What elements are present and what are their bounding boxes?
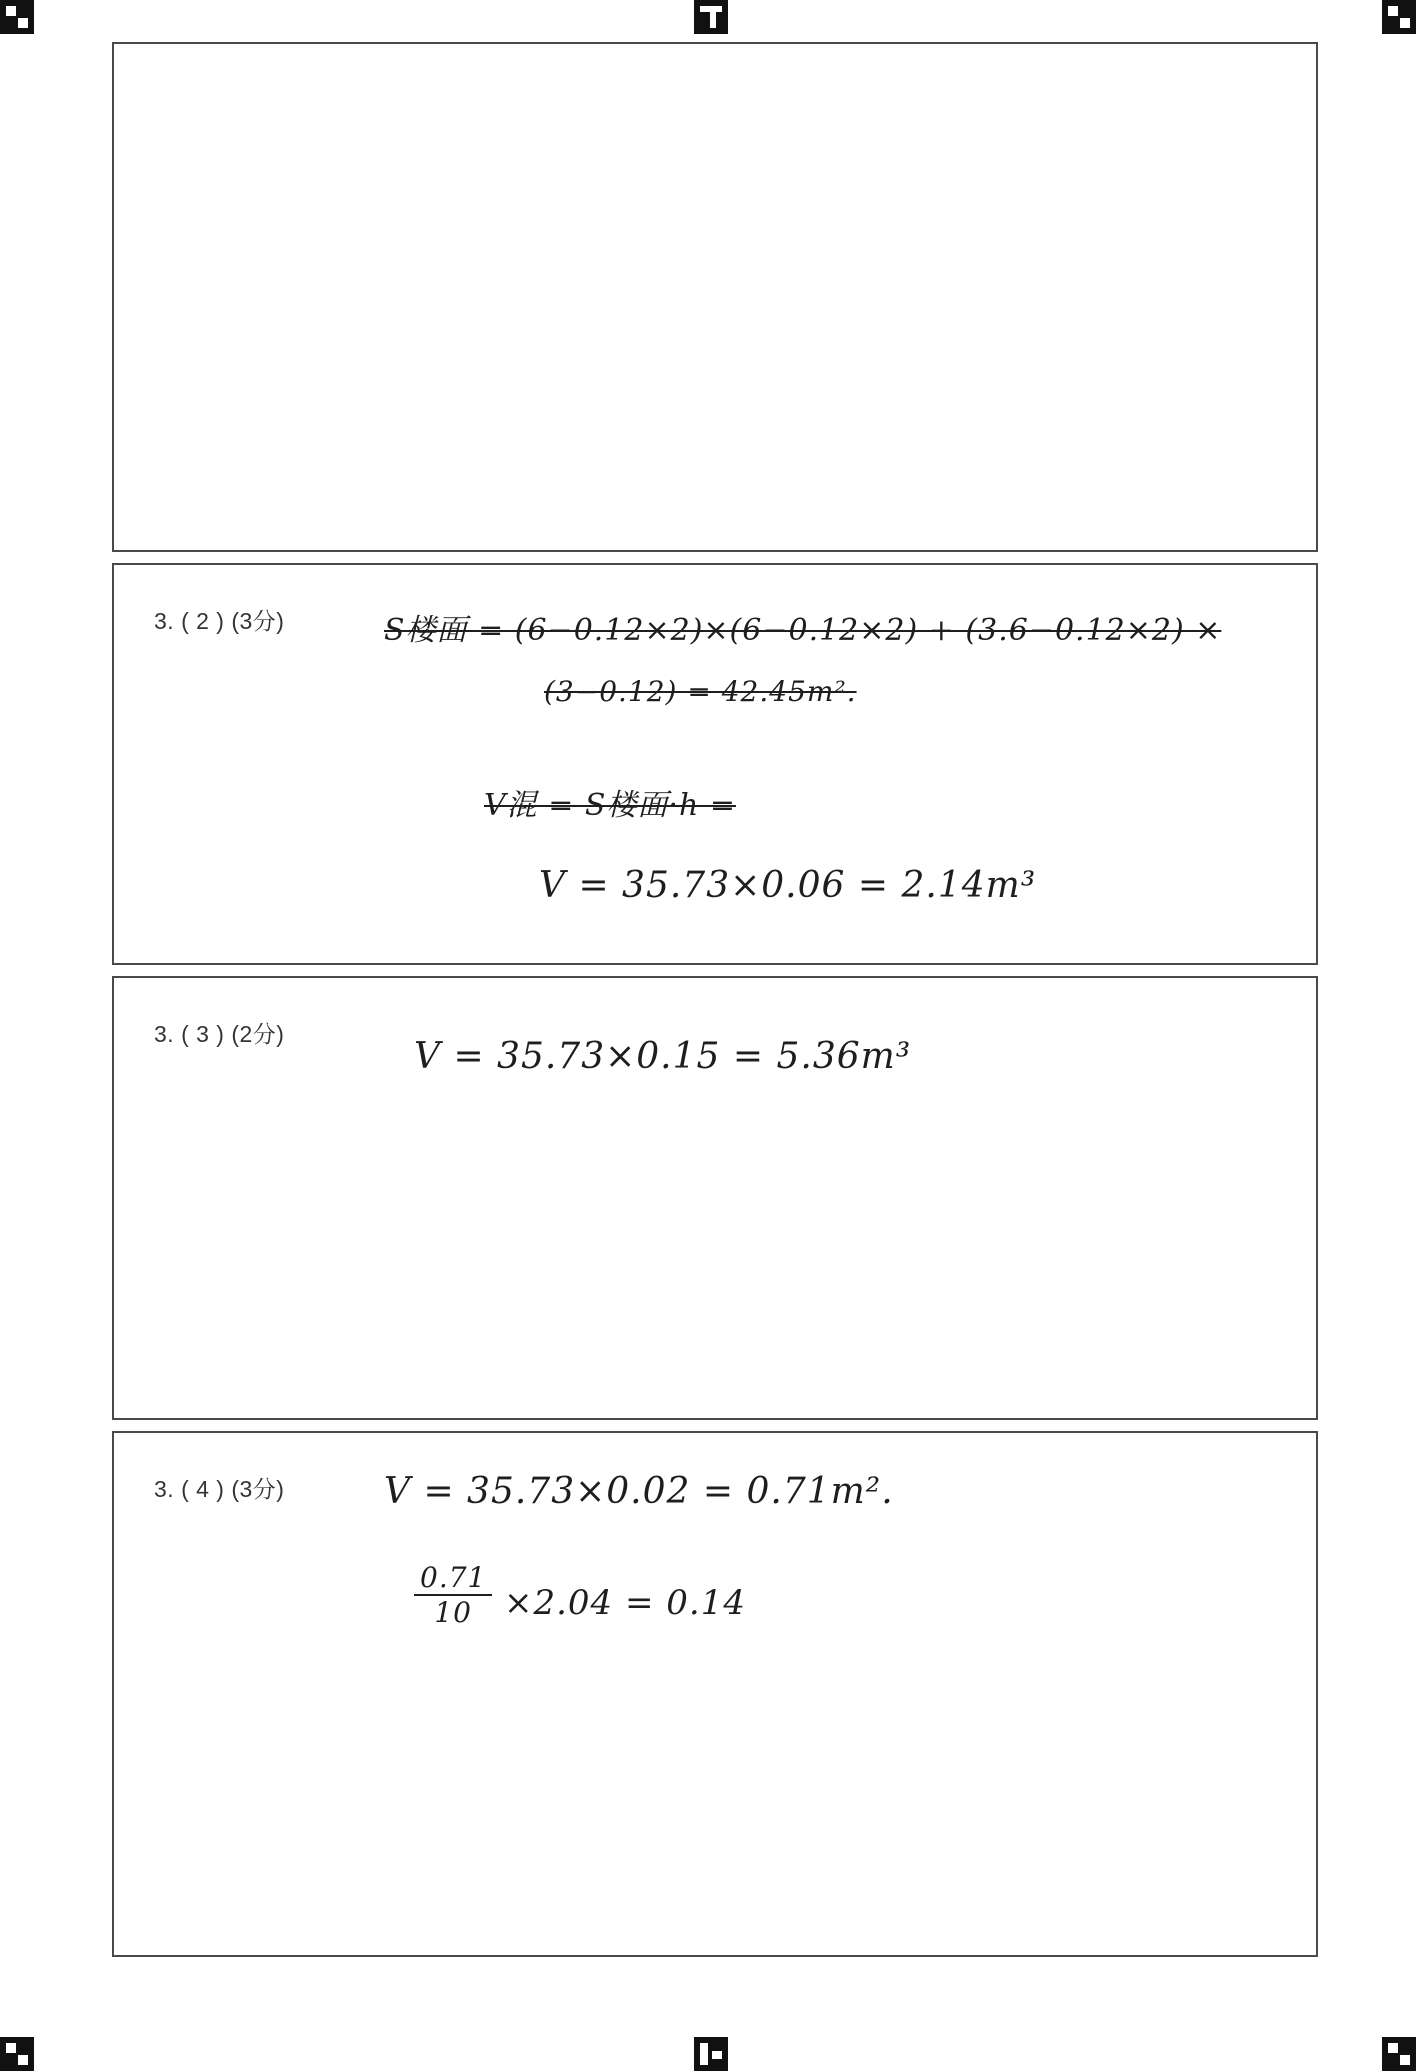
registration-marker-bottom-center — [694, 2037, 728, 2071]
registration-marker-bottom-left — [0, 2037, 34, 2071]
fraction-denominator: 10 — [434, 1596, 472, 1629]
answer-box-3-2 — [112, 563, 1318, 965]
handwritten-line-struck: S楼面 = (6−0.12×2)×(6−0.12×2) + (3.6−0.12×2) × — [384, 613, 1222, 648]
question-label: 3. ( 4 ) (3分) — [154, 1476, 285, 1502]
answer-box-3-3 — [112, 976, 1318, 1420]
handwritten-line: V = 35.73×0.06 = 2.14m³ — [539, 865, 1037, 906]
registration-marker-top-left — [0, 0, 34, 34]
registration-marker-top-center — [694, 0, 728, 34]
question-label: 3. ( 3 ) (2分) — [154, 1021, 285, 1047]
handwritten-line: V = 35.73×0.02 = 0.71m². — [384, 1471, 894, 1512]
handwritten-fraction — [414, 1561, 492, 1629]
handwritten-line-struck: (3−0.12) = 42.45m². — [544, 675, 857, 708]
handwritten-line: ×2.04 = 0.14 — [504, 1583, 746, 1623]
handwritten-line: V = 35.73×0.15 = 5.36m³ — [414, 1036, 912, 1077]
registration-marker-top-right — [1382, 0, 1416, 34]
fraction-numerator: 0.71 — [414, 1561, 492, 1596]
answer-box-3-4 — [112, 1431, 1318, 1957]
answer-box-1 — [112, 42, 1318, 552]
registration-marker-bottom-right — [1382, 2037, 1416, 2071]
handwritten-line-struck: V混 = S楼面·h = — [484, 788, 736, 823]
question-label: 3. ( 2 ) (3分) — [154, 608, 285, 634]
